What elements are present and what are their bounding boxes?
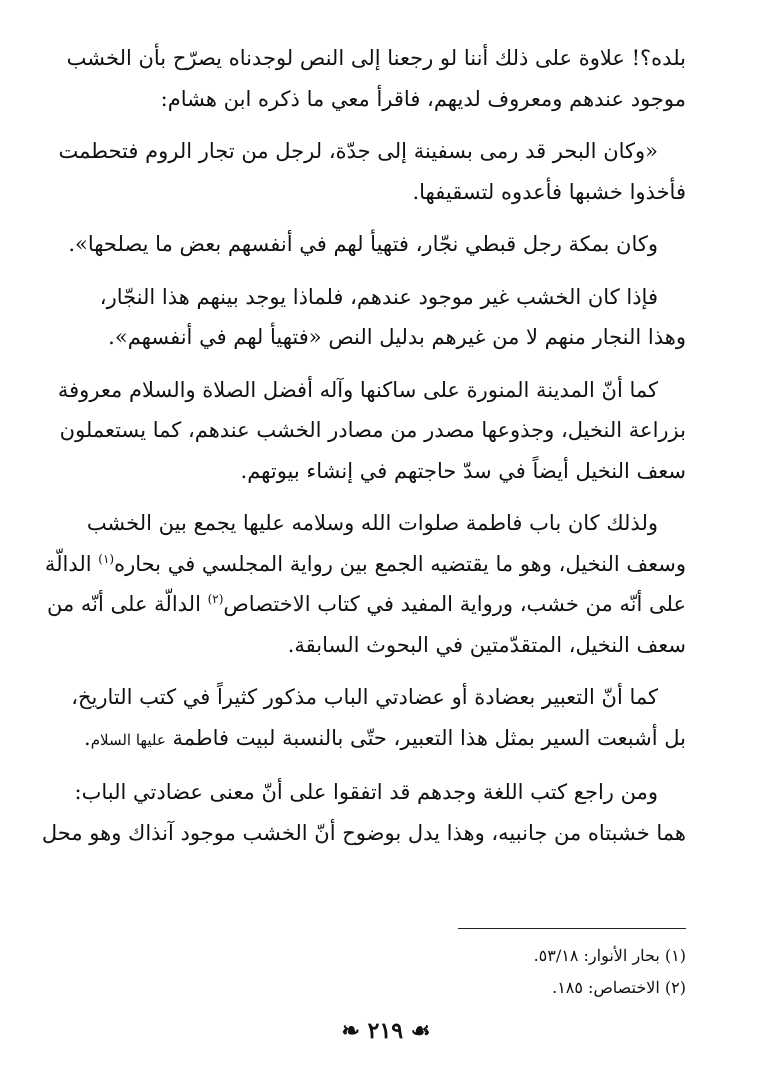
text-line: وهذا النجار منهم لا من غيرهم بدليل النص «فتهيأ لهم في أنفسهم». — [108, 325, 686, 349]
footnotes — [86, 940, 686, 1004]
text-line: كما أنّ المدينة المنورة على ساكنها وآله أفضل الصلاة والسلام معروفة — [57, 377, 658, 402]
page-number-area — [0, 1018, 772, 1044]
text-segment: بل أشبعت السير بمثل هذا التعبير، حتّى بالنسبة لبيت فاطمة — [172, 725, 686, 750]
paragraph — [66, 38, 686, 119]
text-line — [44, 544, 686, 585]
text-segment: وسعف النخيل، وهو ما يقتضيه الجمع بين رواية المجلسي في بحاره — [114, 551, 686, 576]
text-line: بزراعة النخيل، وجذوعها مصدر من مصادر الخشب عندهم، كما يستعملون — [59, 418, 686, 442]
paragraph — [57, 370, 686, 492]
text-line — [46, 584, 686, 625]
text-line — [86, 718, 686, 761]
paragraph — [41, 772, 686, 853]
text-line: سعف النخيل أيضاً في سدّ حاجتهم في إنشاء بيوتهم. — [240, 458, 686, 483]
paragraph — [44, 503, 686, 665]
page-number: ٢١٩ — [367, 1018, 404, 1044]
footnote-2: (٢) الاختصاص: ١٨٥. — [552, 978, 686, 997]
text-line: هما خشبتاه من جانبيه، وهذا يدل بوضوح أنّ الخشب موجود آنذاك وهو محل — [41, 820, 686, 845]
footnote-ref-1[interactable]: (١) — [98, 551, 115, 566]
text-line: وكان بمكة رجل قبطي نجّار، فتهيأ لهم في أنفسهم بعض ما يصلحها». — [68, 232, 658, 256]
text-line: «وكان البحر قد رمى بسفينة إلى جدّة، لرجل من تجار الروم فتحطمت — [58, 139, 658, 163]
body-text — [41, 38, 686, 865]
text-segment: على أنّه من خشب، ورواية المفيد في كتاب الاختصاص — [223, 592, 686, 616]
quote-paragraph — [58, 131, 686, 212]
quote-paragraph — [68, 224, 686, 265]
text-line: ومن راجع كتب اللغة وجدهم قد اتفقوا على أنّ معنى عضادتي الباب: — [74, 780, 658, 804]
footnote-divider — [458, 928, 686, 929]
text-line: فإذا كان الخشب غير موجود عندهم، فلماذا يوجد بينهم هذا النجّار، — [99, 284, 658, 309]
ornament-right-icon: ☙ — [410, 1018, 431, 1044]
ornament-left-icon: ❧ — [341, 1018, 360, 1044]
text-line: ولذلك كان باب فاطمة صلوات الله وسلامه عليها يجمع بين الخشب — [86, 511, 658, 535]
text-line: بلده؟! علاوة على ذلك أننا لو رجعنا إلى النص لوجدناه يصرّح بأن الخشب — [66, 46, 686, 70]
text-segment: . — [84, 725, 91, 750]
footnote-ref-2[interactable]: (٢) — [207, 592, 224, 606]
footnote-1: (١) بحار الأنوار: ٥٣/١٨. — [533, 946, 686, 965]
paragraph — [86, 277, 686, 358]
honorific-symbol: عليها السلام — [90, 730, 166, 749]
text-line: موجود عندهم ومعروف لديهم، فاقرأ معي ما ذكره ابن هشام: — [160, 86, 686, 111]
text-line: فأخذوا خشبها فأعدوه لتسقيفها. — [412, 179, 686, 204]
text-line: كما أنّ التعبير بعضادة أو عضادتي الباب مذكور كثيراً في كتب التاريخ، — [71, 685, 658, 709]
text-segment: الدالّة على أنّه من — [46, 592, 208, 616]
text-segment: الدالّة — [44, 551, 99, 576]
paragraph — [71, 677, 686, 760]
text-line: سعف النخيل، المتقدّمتين في البحوث السابقة. — [287, 632, 686, 657]
